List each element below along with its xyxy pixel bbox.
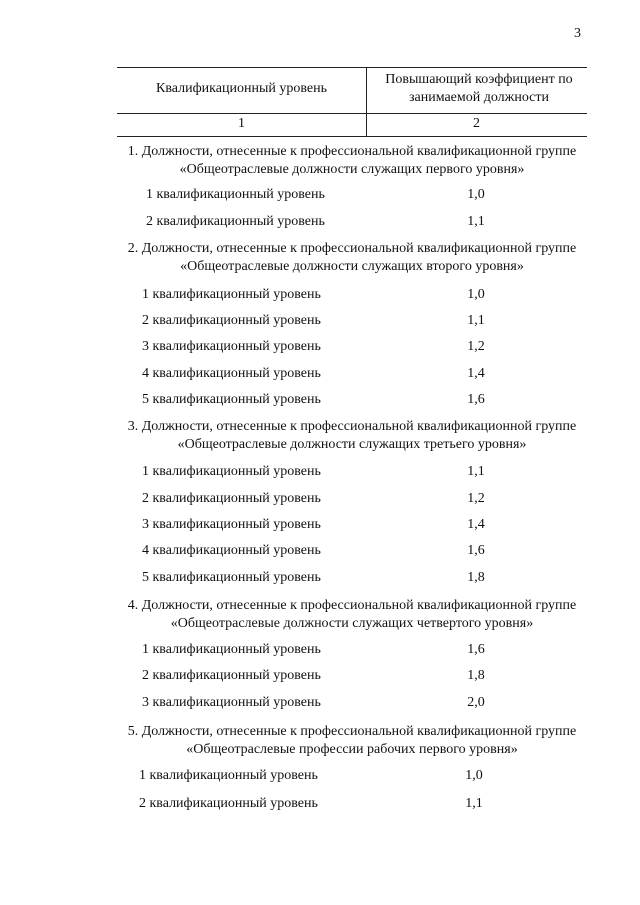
header-mid-rule (117, 113, 587, 114)
level-label: 2 квалификационный уровень (142, 668, 321, 683)
coefficient-value: 1,2 (467, 491, 485, 506)
group-title: 2. Должности, отнесенные к профессиональной квалификационной группе «Общеотраслевые должности служащих второго уровня» (127, 241, 577, 274)
coefficient-value: 1,6 (467, 642, 485, 657)
level-label: 2 квалификационный уровень (139, 796, 318, 811)
coefficient-value: 1,1 (467, 214, 485, 229)
coefficient-value: 1,6 (467, 392, 485, 407)
level-label: 4 квалификационный уровень (142, 543, 321, 558)
header-top-rule (117, 67, 587, 68)
col2-index: 2 (473, 116, 480, 131)
col1-index: 1 (238, 116, 245, 131)
page-number: 3 (574, 26, 581, 41)
coefficient-value: 1,8 (467, 570, 485, 585)
level-label: 5 квалификационный уровень (142, 392, 321, 407)
coefficient-value: 1,1 (467, 464, 485, 479)
level-label: 1 квалификационный уровень (139, 768, 318, 783)
level-label: 2 квалификационный уровень (142, 313, 321, 328)
header-bottom-rule (117, 136, 587, 137)
level-label: 3 квалификационный уровень (142, 517, 321, 532)
coefficient-value: 1,0 (467, 287, 485, 302)
level-label: 1 квалификационный уровень (142, 642, 321, 657)
coefficient-value: 1,4 (467, 517, 485, 532)
coefficient-value: 1,6 (467, 543, 485, 558)
coefficient-value: 1,0 (467, 187, 485, 202)
coefficient-value: 1,8 (467, 668, 485, 683)
coefficient-value: 1,1 (465, 796, 483, 811)
group-title: 1. Должности, отнесенные к профессиональной квалификационной группе «Общеотраслевые должности служащих первого уровня» (127, 144, 577, 177)
level-label: 2 квалификационный уровень (142, 491, 321, 506)
level-label: 4 квалификационный уровень (142, 366, 321, 381)
coefficient-value: 1,2 (467, 339, 485, 354)
level-label: 1 квалификационный уровень (142, 464, 321, 479)
level-label: 3 квалификационный уровень (142, 339, 321, 354)
level-label: 5 квалификационный уровень (142, 570, 321, 585)
group-title: 3. Должности, отнесенные к профессиональной квалификационной группе «Общеотраслевые должности служащих третьего уровня» (127, 419, 577, 452)
col1-header: Квалификационный уровень (156, 81, 327, 96)
coefficient-value: 2,0 (467, 695, 485, 710)
coefficient-value: 1,0 (465, 768, 483, 783)
coefficient-value: 1,4 (467, 366, 485, 381)
group-title: 5. Должности, отнесенные к профессиональной квалификационной группе «Общеотраслевые профессии рабочих первого уровня» (127, 724, 577, 757)
col2-header: Повышающий коэффициент по занимаемой должности (385, 72, 573, 105)
level-label: 1 квалификационный уровень (142, 287, 321, 302)
coefficient-value: 1,1 (467, 313, 485, 328)
group-title: 4. Должности, отнесенные к профессиональной квалификационной группе «Общеотраслевые должности служащих четвертого уровня» (127, 598, 577, 631)
level-label: 2 квалификационный уровень (146, 214, 325, 229)
level-label: 3 квалификационный уровень (142, 695, 321, 710)
level-label: 1 квалификационный уровень (146, 187, 325, 202)
